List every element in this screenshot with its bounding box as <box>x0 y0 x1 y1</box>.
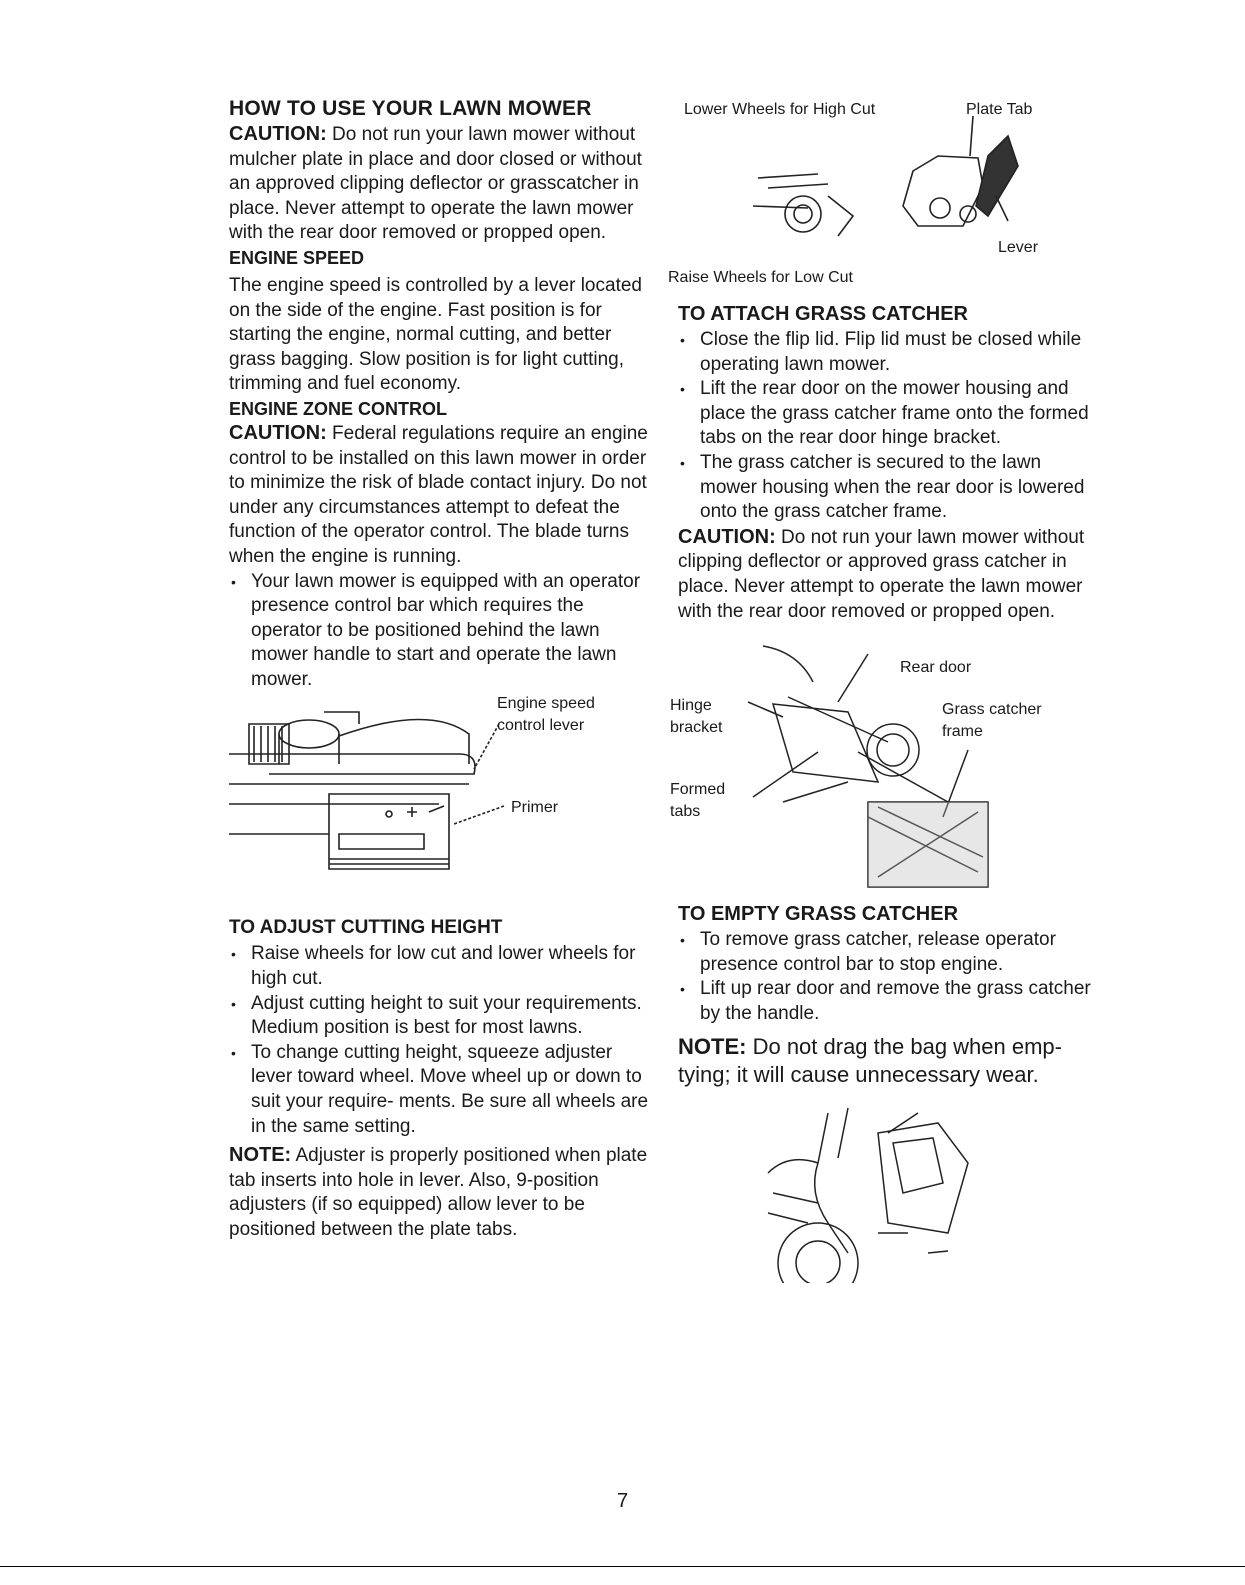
empty-note <box>678 1033 1098 1089</box>
wheel-height-figure <box>668 96 1098 292</box>
rear-door-label: Rear door <box>900 659 972 677</box>
cutting-height-heading: TO ADJUST CUTTING HEIGHT <box>229 917 503 939</box>
list-item: • The grass catcher is secured to the lawn mower housing when the rear door is lowered onto the grass catcher frame. <box>678 451 1098 525</box>
attach-heading: TO ATTACH GRASS CATCHER <box>678 303 968 325</box>
grass-catcher-label: Grass catcher <box>942 701 1042 719</box>
caution-label: CAUTION: <box>229 421 327 444</box>
wheel-adjuster-illustration <box>678 96 1098 292</box>
caution-label: CAUTION: <box>678 525 776 548</box>
engine-speed-figure <box>229 694 649 894</box>
list-item: • Close the flip lid. Flip lid must be closed while operating lawn mower. <box>678 328 1098 377</box>
list-item: • Lift the rear door on the mower housing and place the grass catcher frame onto the formed tabs on the rear door hinge bracket. <box>678 377 1098 451</box>
left-column <box>229 96 649 1243</box>
primer-label: Primer <box>511 799 559 817</box>
formed-label: Formed <box>670 781 726 799</box>
cutting-bullet-list <box>229 942 649 1139</box>
attach-caution-paragraph <box>678 525 1098 624</box>
grass-catcher-figure <box>670 642 1098 892</box>
control-lever-label: control lever <box>497 717 585 735</box>
zone-caution-paragraph <box>229 421 649 570</box>
engine-illustration <box>229 694 649 894</box>
frame-label: frame <box>942 723 983 741</box>
plate-tab-label: Plate Tab <box>966 101 1033 118</box>
empty-heading: TO EMPTY GRASS CATCHER <box>678 903 959 926</box>
emptying-illustration <box>678 1103 1098 1283</box>
caution-paragraph <box>229 122 649 246</box>
list-item: • Lift up rear door and remove the grass catcher by the handle. <box>678 977 1098 1026</box>
lower-wheels-label: Lower Wheels for High Cut <box>684 101 876 118</box>
zone-bullet-list <box>229 570 649 693</box>
cutting-note <box>229 1143 649 1242</box>
list-item: • Your lawn mower is equipped with an operator presence control bar which requires the operator to be positioned behind the lawn mower handle to start and operate the lawn mower. <box>229 570 649 693</box>
engine-speed-heading: ENGINE SPEED <box>229 247 365 268</box>
raise-wheels-label: Raise Wheels for Low Cut <box>668 269 853 286</box>
caution-text: Federal regulations require an engine control to be installed on this lawn mower in order to minimize the risk of blade contact injury. Do not under any circumstances attempt to defeat the function of the operator control. The blade turns when the engine is running. <box>229 422 648 567</box>
bracket-label: bracket <box>670 719 723 737</box>
list-item: • Adjust cutting height to suit your requirements. Medium position is best for most lawns. <box>229 992 649 1041</box>
attach-bullet-list <box>678 328 1098 525</box>
caution-text: Do not run your lawn mower without clipping deflector or approved grass catcher in place. Never attempt to operate the lawn mower with the rear door removed or propped open. <box>678 526 1085 622</box>
hinge-label: Hinge <box>670 697 712 715</box>
note-text: Adjuster is properly positioned when plate tab inserts into hole in lever. Also, 9-position adjusters (if so equipped) allow lever to be positioned between the plate tabs. <box>229 1145 648 1240</box>
list-item: • Raise wheels for low cut and lower wheels for high cut. <box>229 942 649 991</box>
lever-label: Lever <box>998 239 1039 256</box>
note-label: NOTE: <box>678 1033 747 1059</box>
tabs-label: tabs <box>670 803 701 821</box>
empty-bullet-list <box>678 928 1098 1026</box>
engine-speed-text: The engine speed is controlled by a lever located on the side of the engine. Fast position is for starting the engine, normal cutting, and better grass bagging. Slow position is for light cutting, trimming and fuel economy. <box>229 274 642 395</box>
list-item: • To remove grass catcher, release operator presence control bar to stop engine. <box>678 928 1098 977</box>
caution-text: Do not run your lawn mower without mulcher plate in place and door closed or without an approved clipping deflector or grasscatcher in place. Never attempt to operate the lawn mower with the rear door removed or propped open. <box>229 124 642 244</box>
right-column <box>668 96 1098 1283</box>
engine-zone-heading: ENGINE ZONE CONTROL <box>229 398 448 419</box>
engine-speed-label: Engine speed <box>497 695 595 713</box>
emptying-figure <box>678 1103 1098 1283</box>
bottom-rule <box>0 1566 1245 1567</box>
page-title: HOW TO USE YOUR LAWN MOWER <box>229 97 592 120</box>
page-number: 7 <box>616 1490 629 1512</box>
grass-catcher-illustration <box>678 642 1098 892</box>
caution-label: CAUTION: <box>229 123 327 145</box>
note-label: NOTE: <box>229 1144 292 1167</box>
list-item: • To change cutting height, squeeze adjuster lever toward wheel. Move wheel up or down to suit your require- ments. Be sure all wheels are in the same setting. <box>229 1041 649 1139</box>
note-text: Do not drag the bag when emp- tying; it will cause unnecessary wear. <box>678 1033 1062 1087</box>
